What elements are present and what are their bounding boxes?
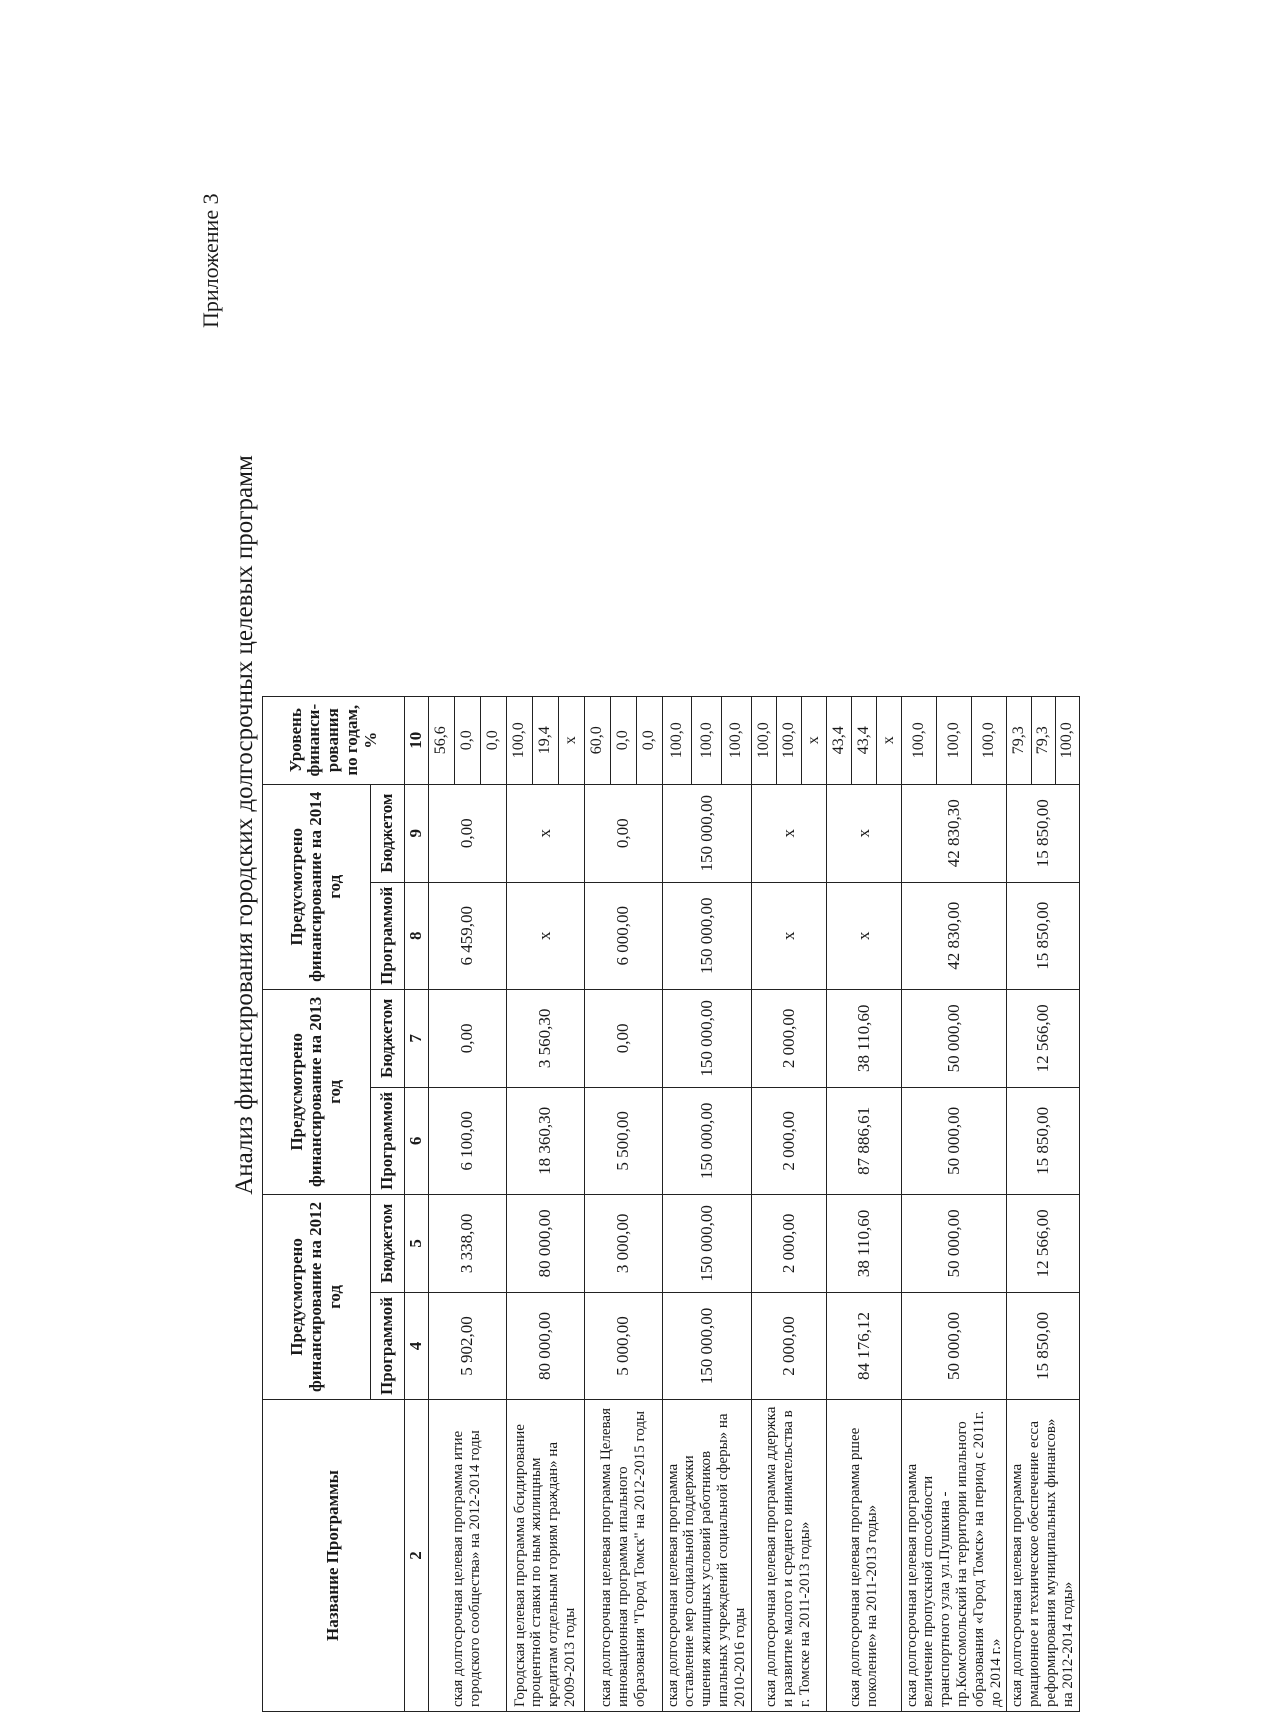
table-row (826, 696, 851, 1711)
amount-cell: 3 000,00 (584, 1194, 662, 1292)
amount-cell: 50 000,00 (901, 1087, 1007, 1194)
funding-level-cell: 100,0 (722, 696, 752, 784)
table-row (751, 696, 776, 1711)
amount-cell: 15 850,00 (1007, 784, 1079, 882)
col-number: 2 (405, 1400, 429, 1712)
funding-level-cell: x (801, 696, 826, 784)
table-row (901, 696, 936, 1711)
amount-cell: 50 000,00 (901, 1194, 1007, 1292)
funding-level-cell: 43,4 (826, 696, 851, 784)
amount-cell: 87 886,61 (826, 1087, 901, 1194)
table-row (584, 696, 610, 1711)
funding-level-cell: 79,3 (1007, 696, 1031, 784)
amount-cell: 6 000,00 (584, 882, 662, 989)
funding-level-cell: 100,0 (901, 696, 936, 784)
amount-cell: x (506, 784, 584, 882)
funding-level-cell: 43,4 (851, 696, 876, 784)
appendix-label: Приложение 3 (198, 193, 223, 328)
amount-cell: 5 000,00 (584, 1292, 662, 1399)
amount-cell: 12 566,00 (1007, 1194, 1079, 1292)
funding-level-cell: x (558, 696, 584, 784)
funding-level-cell: 0,0 (636, 696, 662, 784)
amount-cell: 2 000,00 (751, 1292, 826, 1399)
header-program: Программой (371, 1087, 405, 1194)
header-budget: Бюджетом (371, 784, 405, 882)
header-program: Программой (371, 882, 405, 989)
amount-cell: 3 560,30 (506, 989, 584, 1087)
amount-cell: 6 100,00 (428, 1087, 506, 1194)
amount-cell: 15 850,00 (1007, 882, 1079, 989)
amount-cell: 3 338,00 (428, 1194, 506, 1292)
program-name: ская долгосрочная целевая программа величение пропускной способности транспортного узла ул.Пушкина - пр.Комсомольский на территории ипального образования «Город Томск» на период с 2011г. до 2014 г.» (901, 1400, 1007, 1712)
amount-cell: 18 360,30 (506, 1087, 584, 1194)
funding-level-cell: 0,0 (454, 696, 480, 784)
amount-cell: 42 830,00 (901, 882, 1007, 989)
amount-cell: 150 000,00 (662, 1194, 751, 1292)
amount-cell: 50 000,00 (901, 1292, 1007, 1399)
amount-cell: 150 000,00 (662, 882, 751, 989)
table-row (1007, 696, 1031, 1711)
funding-level-cell: 100,0 (751, 696, 776, 784)
funding-level-cell: x (876, 696, 901, 784)
funding-level-cell: 79,3 (1031, 696, 1055, 784)
amount-cell: 38 110,60 (826, 1194, 901, 1292)
funding-level-cell: 56,6 (428, 696, 454, 784)
amount-cell: 2 000,00 (751, 989, 826, 1087)
header-2013: Предусмотрено финансирование на 2013 год (263, 989, 371, 1194)
amount-cell: 150 000,00 (662, 989, 751, 1087)
amount-cell: 0,00 (584, 989, 662, 1087)
funding-level-cell: 100,0 (936, 696, 971, 784)
header-2012: Предусмотрено финансирование на 2012 год (263, 1194, 371, 1399)
funding-level-cell: 100,0 (692, 696, 722, 784)
funding-level-cell: 19,4 (532, 696, 558, 784)
amount-cell: 150 000,00 (662, 1087, 751, 1194)
amount-cell: 50 000,00 (901, 989, 1007, 1087)
amount-cell: 80 000,00 (506, 1194, 584, 1292)
financing-table (262, 696, 1080, 1712)
col-number: 6 (405, 1087, 429, 1194)
program-name: ская долгосрочная целевая программа ршее поколение» на 2011-2013 годы» (826, 1400, 901, 1712)
amount-cell: x (506, 882, 584, 989)
header-name: Название Программы (263, 1400, 405, 1712)
funding-level-cell: 100,0 (1055, 696, 1079, 784)
amount-cell: 6 459,00 (428, 882, 506, 989)
col-number: 7 (405, 989, 429, 1087)
funding-level-cell: 100,0 (776, 696, 801, 784)
amount-cell: 15 850,00 (1007, 1292, 1079, 1399)
table-row (506, 696, 532, 1711)
amount-cell: x (826, 784, 901, 882)
header-level: Уровень финанси-рования по годам, % (263, 696, 405, 784)
funding-level-cell: 100,0 (506, 696, 532, 784)
program-name: ская долгосрочная целевая программа рмационное и техническое обеспечение есса реформирования муниципальных финансов» на 2012-2014 годы» (1007, 1400, 1079, 1712)
document-title: Анализ финансирования городских долгосрочных целевых программ (231, 455, 258, 1195)
funding-level-cell: 100,0 (662, 696, 692, 784)
amount-cell: 2 000,00 (751, 1194, 826, 1292)
program-name: ская долгосрочная целевая программа Целевая инновационная программа ипального образования "Город Томск" на 2012-2015 годы (584, 1400, 662, 1712)
amount-cell: x (826, 882, 901, 989)
amount-cell: 0,00 (428, 784, 506, 882)
col-number: 4 (405, 1292, 429, 1399)
header-program: Программой (371, 1292, 405, 1399)
amount-cell: 150 000,00 (662, 1292, 751, 1399)
program-name: ская долгосрочная целевая программа итие городского сообщества» на 2012-2014 годы (428, 1400, 506, 1712)
amount-cell: 150 000,00 (662, 784, 751, 882)
amount-cell: 5 902,00 (428, 1292, 506, 1399)
program-name: ская долгосрочная целевая программа ддержка и развитие малого и среднего инимательства в г. Томске на 2011-2013 годы» (751, 1400, 826, 1712)
funding-level-cell: 100,0 (972, 696, 1007, 784)
amount-cell: 80 000,00 (506, 1292, 584, 1399)
col-number: 10 (405, 696, 429, 784)
table-row (662, 696, 692, 1711)
amount-cell: 0,00 (428, 989, 506, 1087)
col-number: 8 (405, 882, 429, 989)
program-name: ская долгосрочная целевая программа оставление мер социальной поддержки чшения жилищных условий работников ипальных учреждений социальной сферы» на 2010-2016 годы (662, 1400, 751, 1712)
funding-level-cell: 0,0 (610, 696, 636, 784)
amount-cell: 84 176,12 (826, 1292, 901, 1399)
amount-cell: 15 850,00 (1007, 1087, 1079, 1194)
col-number: 9 (405, 784, 429, 882)
amount-cell: 0,00 (584, 784, 662, 882)
header-2014: Предусмотрено финансирование на 2014 год (263, 784, 371, 989)
amount-cell: 2 000,00 (751, 1087, 826, 1194)
amount-cell: x (751, 784, 826, 882)
funding-level-cell: 60,0 (584, 696, 610, 784)
header-budget: Бюджетом (371, 989, 405, 1087)
header-budget: Бюджетом (371, 1194, 405, 1292)
col-number: 5 (405, 1194, 429, 1292)
table-row (428, 696, 454, 1711)
amount-cell: 42 830,30 (901, 784, 1007, 882)
amount-cell: 12 566,00 (1007, 989, 1079, 1087)
amount-cell: 38 110,60 (826, 989, 901, 1087)
amount-cell: x (751, 882, 826, 989)
funding-level-cell: 0,0 (480, 696, 506, 784)
amount-cell: 5 500,00 (584, 1087, 662, 1194)
program-name: Городская целевая программа бсидирование процентной ставки по ным жилищным кредитам отдельным гориям граждан» на 2009-2013 годы (506, 1400, 584, 1712)
